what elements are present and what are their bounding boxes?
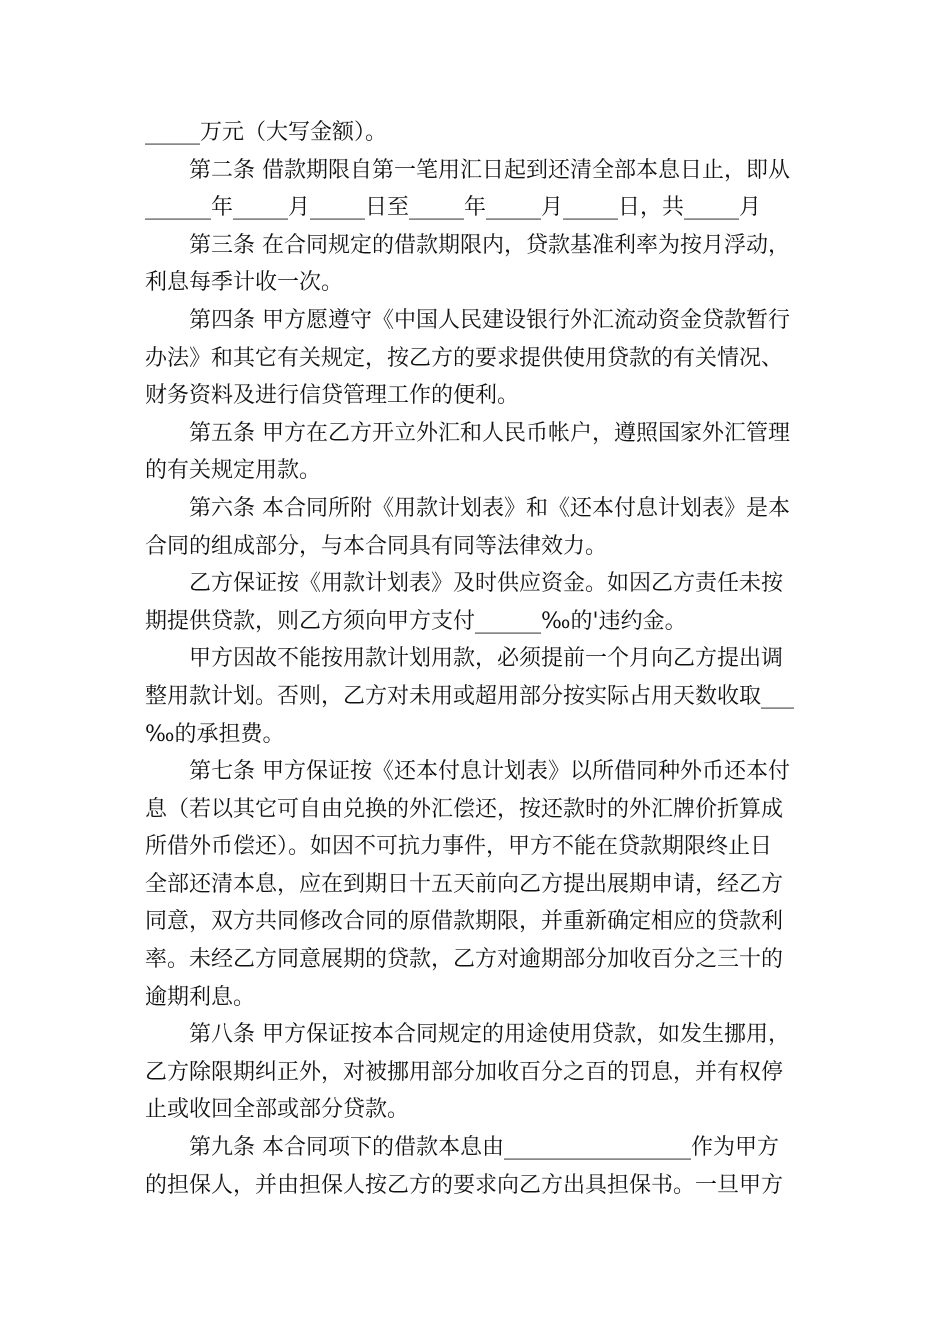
text-line: 全部还清本息，应在到期日十五天前向乙方提出展期申请，经乙方: [145, 871, 784, 897]
text-line: 逾期利息。: [145, 984, 256, 1010]
text-line: 期提供贷款，则乙方须向甲方支付______‰的'违约金。: [145, 608, 687, 634]
text-line: 乙方保证按《用款计划表》及时供应资金。如因乙方责任未按: [189, 571, 784, 597]
contract-body: [145, 114, 810, 1204]
text-line: 利息每季计收一次。: [145, 270, 344, 296]
text-line: 乙方除限期纠正外，对被挪用部分加收百分之百的罚息，并有权停: [145, 1059, 784, 1085]
text-line: 财务资料及进行信贷管理工作的便利。: [145, 383, 520, 409]
text-line: 甲方因故不能按用款计划用款，必须提前一个月向乙方提出调: [189, 646, 784, 672]
text-line: 合同的组成部分，与本合同具有同等法律效力。: [145, 533, 608, 559]
text-line: 息（若以其它可自由兑换的外汇偿还，按还款时的外汇牌价折算成: [145, 796, 784, 822]
text-line: 率。未经乙方同意展期的贷款，乙方对逾期部分加收百分之三十的: [145, 947, 784, 973]
text-line: 第七条 甲方保证按《还本付息计划表》以所借同种外币还本付: [189, 759, 790, 785]
text-line: 的有关规定用款。: [145, 458, 322, 484]
text-line: 止或收回全部或部分贷款。: [145, 1097, 410, 1123]
text-line: 第五条 甲方在乙方开立外汇和人民币帐户，遵照国家外汇管理: [189, 420, 790, 446]
text-line: 的担保人，并由担保人按乙方的要求向乙方出具担保书。一旦甲方: [145, 1172, 784, 1198]
text-line: ______年_____月_____日至_____年_____月_____日，共_____月: [145, 195, 762, 221]
text-line: 整用款计划。否则，乙方对未用或超用部分按实际占用天数收取___: [145, 683, 795, 709]
text-line: 第二条 借款期限自第一笔用汇日起到还清全部本息日止，即从: [189, 157, 790, 183]
text-line: 同意，双方共同修改合同的原借款期限，并重新确定相应的贷款利: [145, 909, 784, 935]
text-line: 所借外币偿还）。如因不可抗力事件，甲方不能在贷款期限终止日: [145, 834, 773, 860]
text-line: _____万元（大写金额）。: [145, 120, 388, 145]
text-line: 第八条 甲方保证按本合同规定的用途使用贷款，如发生挪用，: [189, 1022, 790, 1048]
text-line: ‰的承担费。: [145, 721, 285, 747]
text-line: 第九条 本合同项下的借款本息由_________________作为甲方: [189, 1135, 779, 1161]
text-line: 第三条 在合同规定的借款期限内，贷款基准利率为按月浮动，: [189, 232, 790, 258]
text-line: 第四条 甲方愿遵守《中国人民建设银行外汇流动资金贷款暂行: [189, 307, 790, 333]
text-line: 第六条 本合同所附《用款计划表》和《还本付息计划表》是本: [189, 495, 790, 521]
text-line: 办法》和其它有关规定，按乙方的要求提供使用贷款的有关情况、: [145, 345, 784, 371]
